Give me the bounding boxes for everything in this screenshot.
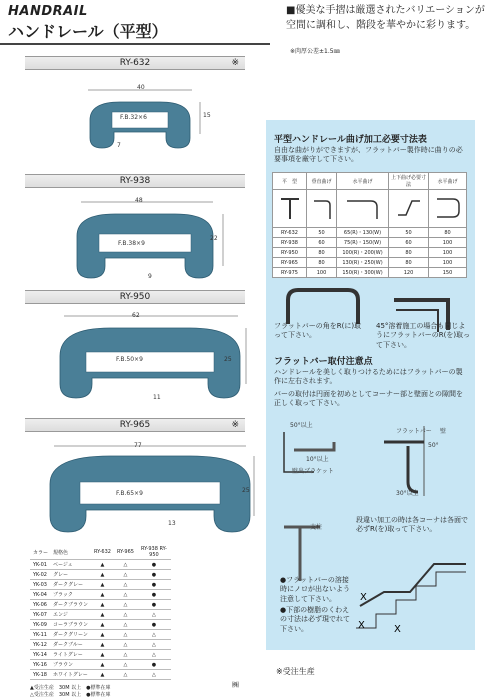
dim-height: 15 bbox=[203, 112, 211, 119]
bend-cell: 80 bbox=[429, 228, 467, 238]
color-cell: YK-14 bbox=[30, 650, 50, 660]
dim-height: 22 bbox=[210, 235, 218, 242]
color-cell: YK-12 bbox=[30, 640, 50, 650]
angle-label-1: 50°以上 bbox=[290, 422, 313, 429]
bend-cell: 100(R)・200(W) bbox=[337, 248, 389, 258]
color-cell: ▲ bbox=[91, 610, 114, 620]
step-note: 段違い加工の時は各コーナは各面で必ずR(を)取って下さい。 bbox=[356, 516, 468, 534]
color-row bbox=[30, 600, 171, 610]
color-cell: ● bbox=[137, 620, 171, 630]
dim-height: 25 bbox=[242, 487, 250, 494]
bend-col: 平 型 bbox=[273, 173, 307, 190]
color-cell: △ bbox=[114, 640, 137, 650]
dim-height: 25 bbox=[224, 356, 232, 363]
bracket-label: 壁出ブラケット bbox=[292, 468, 334, 475]
bend-cell: RY-975 bbox=[273, 268, 307, 278]
bend-cell: 120 bbox=[389, 268, 429, 278]
color-row bbox=[30, 620, 171, 630]
bend-col: 上下曲げ必要寸法 bbox=[389, 173, 429, 190]
color-cell: △ bbox=[114, 620, 137, 630]
color-cell: △ bbox=[114, 670, 137, 680]
wall-label: 壁 bbox=[440, 428, 447, 435]
color-cell: ダークブルー bbox=[50, 640, 91, 650]
color-table-wrap bbox=[30, 545, 210, 698]
color-cell: ▲ bbox=[91, 590, 114, 600]
bend-header-row bbox=[273, 173, 467, 190]
color-row bbox=[30, 660, 171, 670]
color-cell: YK-02 bbox=[30, 570, 50, 580]
dim-gap: 11 bbox=[153, 394, 161, 401]
color-row bbox=[30, 630, 171, 640]
bend-diagram-t bbox=[273, 190, 307, 228]
model-code: RY-938 bbox=[119, 176, 151, 186]
angle-label-3: 50° bbox=[428, 442, 439, 449]
bend-cell: 100 bbox=[429, 258, 467, 268]
svg-text:X: X bbox=[358, 620, 365, 631]
color-cell: △ bbox=[137, 610, 171, 620]
bend-cell: 80 bbox=[307, 258, 337, 268]
color-cell: △ bbox=[114, 560, 137, 570]
color-cell: ダークグリーン bbox=[50, 630, 91, 640]
color-cell: ▲ bbox=[91, 650, 114, 660]
bend-cell: RY-965 bbox=[273, 258, 307, 268]
color-cell: ▲ bbox=[91, 580, 114, 590]
color-cell: YK-06 bbox=[30, 600, 50, 610]
model-code: RY-950 bbox=[119, 292, 151, 302]
color-row bbox=[30, 590, 171, 600]
color-cell: △ bbox=[114, 610, 137, 620]
col-header: RY-938 RY-950 bbox=[137, 545, 171, 560]
profile-ry950 bbox=[50, 310, 250, 410]
mount-desc-2: バーの取付は円面を初めとしてコーナー部と壁面との隙間を正しく取って下さい。 bbox=[274, 390, 463, 408]
fb-label: F.B.38×9 bbox=[118, 240, 145, 247]
color-cell: ● bbox=[137, 590, 171, 600]
color-cell: YK-11 bbox=[30, 630, 50, 640]
bending-panel bbox=[266, 120, 475, 650]
color-cell: ホワイトグレー bbox=[50, 670, 91, 680]
model-bar-ry965 bbox=[25, 418, 245, 432]
color-cell: △ bbox=[114, 650, 137, 660]
model-bar-ry950 bbox=[25, 290, 245, 304]
color-row bbox=[30, 570, 171, 580]
bend-row bbox=[273, 228, 467, 238]
color-table bbox=[30, 545, 171, 680]
bend-cell: 80 bbox=[389, 248, 429, 258]
svg-text:X: X bbox=[394, 624, 401, 634]
color-cell: ● bbox=[137, 580, 171, 590]
color-cell: ブラック bbox=[50, 590, 91, 600]
color-cell: ▲ bbox=[91, 560, 114, 570]
dim-width: 40 bbox=[137, 84, 145, 91]
color-cell: ▲ bbox=[91, 600, 114, 610]
bend-diagram-row bbox=[273, 190, 467, 228]
bend-diagram-vertical bbox=[307, 190, 337, 228]
page-title: ハンドレール（平型） bbox=[8, 22, 168, 41]
bend-table bbox=[272, 172, 467, 278]
bend-cell: 100 bbox=[429, 248, 467, 258]
bend-diagram-horizontal2 bbox=[429, 190, 467, 228]
color-row bbox=[30, 610, 171, 620]
page-number: ㈱ bbox=[232, 681, 239, 689]
color-cell: △ bbox=[114, 580, 137, 590]
bend-cell: 75(R)・150(W) bbox=[337, 238, 389, 248]
model-mark: ※ bbox=[231, 58, 239, 68]
bend-col: 垂直曲げ bbox=[307, 173, 337, 190]
bend-col: 水平曲げ bbox=[337, 173, 389, 190]
bend-cell: 80 bbox=[307, 248, 337, 258]
color-cell: △ bbox=[114, 600, 137, 610]
bend-heading: 平型ハンドレール曲げ加工必要寸法表 bbox=[274, 135, 427, 145]
color-cell: YK-04 bbox=[30, 590, 50, 600]
mount-note-2: ●下部の樹脂のくわえの寸法は必ず現でれて下さい。 bbox=[280, 606, 350, 633]
color-cell: コーラブラウン bbox=[50, 620, 91, 630]
bend-cell: 50 bbox=[389, 228, 429, 238]
dim-width: 48 bbox=[135, 197, 143, 204]
color-cell: △ bbox=[137, 670, 171, 680]
color-cell: △ bbox=[137, 640, 171, 650]
color-cell: △ bbox=[114, 660, 137, 670]
color-cell: △ bbox=[114, 590, 137, 600]
post-label: 支柱 bbox=[310, 524, 323, 531]
col-header: RY-632 bbox=[91, 545, 114, 560]
bend-diagram-updown bbox=[389, 190, 429, 228]
bend-cell: 130(R)・250(W) bbox=[337, 258, 389, 268]
tolerance-note: ※肉厚公差±1.5㎜ bbox=[290, 48, 340, 55]
color-cell: ▲ bbox=[91, 640, 114, 650]
title-underline bbox=[0, 43, 270, 45]
color-cell: ブラウン bbox=[50, 660, 91, 670]
color-cell: YK-09 bbox=[30, 620, 50, 630]
color-cell: △ bbox=[114, 630, 137, 640]
intro-text: ■優美な手摺は厳選されたバリエーションが空間に調和し、階段を華やかに彩ります。 bbox=[286, 5, 485, 31]
fb-label: F.B.65×9 bbox=[116, 490, 143, 497]
color-cell: ● bbox=[137, 600, 171, 610]
mount-desc-1: ハンドレールを美しく取りつけるためにはフラットバーの製作に左右されます。 bbox=[274, 368, 463, 386]
dim-width: 77 bbox=[134, 442, 142, 449]
color-row bbox=[30, 650, 171, 660]
bend-cell: 65(R)・130(W) bbox=[337, 228, 389, 238]
color-cell: ▲ bbox=[91, 660, 114, 670]
color-cell: YK-01 bbox=[30, 560, 50, 570]
bend-cell: 80 bbox=[389, 258, 429, 268]
color-cell: ベージュ bbox=[50, 560, 91, 570]
color-footnote-2: △受注生産 30M 以上 ●標準在庫 bbox=[30, 692, 111, 698]
color-cell: ● bbox=[137, 570, 171, 580]
model-code: RY-965 bbox=[119, 420, 151, 430]
model-code: RY-632 bbox=[119, 58, 151, 68]
bend-cell: 50 bbox=[307, 228, 337, 238]
model-mark: ※ bbox=[231, 420, 239, 430]
bend-cell: 150(R)・300(W) bbox=[337, 268, 389, 278]
color-cell: ▲ bbox=[91, 620, 114, 630]
bend-row bbox=[273, 248, 467, 258]
bend-cell: 100 bbox=[429, 238, 467, 248]
brand-label: HANDRAIL bbox=[8, 4, 88, 19]
dim-gap: 7 bbox=[117, 142, 121, 149]
color-cell: グレー bbox=[50, 570, 91, 580]
bend-col: 水平曲げ bbox=[429, 173, 467, 190]
color-cell: ▲ bbox=[91, 670, 114, 680]
bend-cell: 60 bbox=[307, 238, 337, 248]
color-cell: ● bbox=[137, 560, 171, 570]
mount-heading: フラットバー取付注意点 bbox=[274, 357, 373, 367]
color-cell: YK-16 bbox=[30, 660, 50, 670]
angle-label-2: 10°以上 bbox=[306, 456, 329, 463]
bend-row bbox=[273, 238, 467, 248]
color-cell: ライトグレー bbox=[50, 650, 91, 660]
dim-gap: 9 bbox=[148, 273, 152, 280]
bend-desc: 自由な曲がりができますが、フラットバー製作時に曲りの必要事項を厳守して下さい。 bbox=[274, 146, 463, 164]
color-cell: YK-18 bbox=[30, 670, 50, 680]
model-bar-ry938 bbox=[25, 174, 245, 188]
color-row bbox=[30, 670, 171, 680]
color-cell: ダークグレー bbox=[50, 580, 91, 590]
bend-cell: RY-632 bbox=[273, 228, 307, 238]
profile-ry938 bbox=[55, 196, 235, 286]
profile-ry965 bbox=[40, 440, 260, 544]
color-row bbox=[30, 640, 171, 650]
bend-cell: 150 bbox=[429, 268, 467, 278]
bend-cell: 60 bbox=[389, 238, 429, 248]
fb-label: F.B.32×6 bbox=[120, 114, 147, 121]
color-cell: ▲ bbox=[91, 630, 114, 640]
color-row bbox=[30, 560, 171, 570]
color-cell: ダークブラウン bbox=[50, 600, 91, 610]
bend-cell: RY-950 bbox=[273, 248, 307, 258]
flatbar-label: フラットバー bbox=[396, 428, 432, 435]
color-cell: △ bbox=[114, 570, 137, 580]
color-cell: エンジ bbox=[50, 610, 91, 620]
color-row bbox=[30, 580, 171, 590]
color-table-header bbox=[30, 545, 171, 560]
color-cell: △ bbox=[137, 650, 171, 660]
model-bar-ry632 bbox=[25, 56, 245, 70]
dim-width: 62 bbox=[132, 312, 140, 319]
color-cell: ▲ bbox=[91, 570, 114, 580]
bend-table-wrap bbox=[272, 172, 467, 278]
color-cell: ● bbox=[137, 660, 171, 670]
col-header: RY-965 bbox=[114, 545, 137, 560]
dim-gap: 13 bbox=[168, 520, 176, 527]
bend-cell: RY-938 bbox=[273, 238, 307, 248]
color-cell: YK-03 bbox=[30, 580, 50, 590]
bend-row bbox=[273, 268, 467, 278]
stair-diagram bbox=[354, 544, 469, 634]
bend-cell: 100 bbox=[307, 268, 337, 278]
mount-note-1: ●フラットバーの溶接時にノロが出ないよう注意して下さい。 bbox=[280, 576, 350, 603]
color-cell: △ bbox=[137, 630, 171, 640]
bend-diagram-horizontal bbox=[337, 190, 389, 228]
made-to-order-note: ※受注生産 bbox=[276, 667, 315, 676]
col-header: カラー 規格色 bbox=[30, 545, 91, 560]
bend-caption-1: フラットバーの角をR(に)取って下さい。 bbox=[274, 322, 362, 340]
color-cell: YK-07 bbox=[30, 610, 50, 620]
svg-text:X: X bbox=[360, 592, 367, 603]
bottom-angle-label: 30°以上 bbox=[396, 490, 419, 497]
bend-caption-2: 45°溶着施工の場合も同じようにフラットバーのR(を)取って下さい。 bbox=[376, 322, 471, 349]
color-footnote-1: ▲受注生産 30M 以上 ●標準在庫 bbox=[30, 685, 111, 691]
bend-row bbox=[273, 258, 467, 268]
fb-label: F.B.50×9 bbox=[116, 356, 143, 363]
